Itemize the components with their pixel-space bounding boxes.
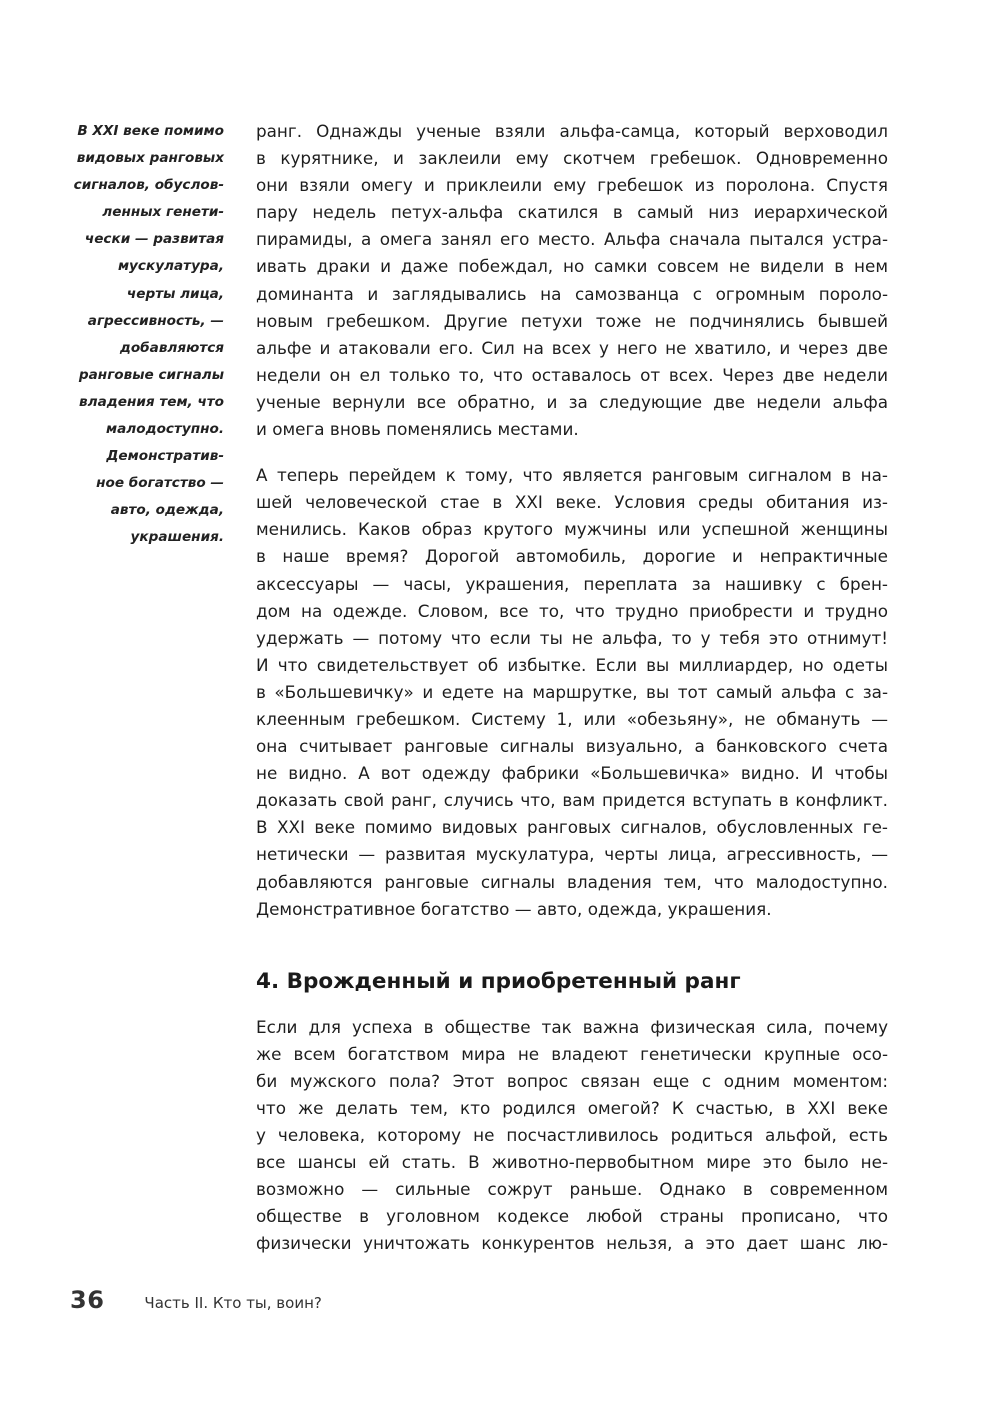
page-footer	[70, 1286, 322, 1318]
text-line: новым гребешком. Другие петухи тоже не подчинялись бывшей	[256, 310, 888, 331]
text-line: не видно. А вот одежду фабрики «Большевичка» видно. И чтобы	[256, 763, 888, 784]
text-line: авто, одежда,	[110, 502, 224, 519]
text-line: она считывает ранговые сигналы визуально, а банковского счета	[256, 736, 888, 757]
text-line: малодоступно.	[106, 421, 224, 438]
page-number: 36	[70, 1286, 105, 1314]
text-line: добавляются	[119, 339, 224, 356]
text-line: доминанта и заглядывались на самозванца с огромным пороло-	[256, 283, 888, 304]
text-line: ученые вернули все обратно, и за следующие две недели альфа	[256, 391, 888, 412]
text-line: что же делать тем, кто родился омегой? К счастью, в XXI веке	[256, 1098, 888, 1118]
text-line: они взяли омегу и приклеили ему гребешок из поролона. Спустя	[256, 175, 888, 196]
text-line: сигналов, обуслов-	[73, 177, 224, 194]
text-line: чески — развитая	[84, 231, 224, 248]
text-line: ленных генети-	[102, 204, 224, 221]
text-line: ное богатство —	[96, 475, 224, 492]
text-line: нетически — развитая мускулатура, черты лица, агрессивность, —	[256, 844, 888, 865]
text-line: доказать свой ранг, случись что, вам придется вступать в конфликт.	[256, 790, 888, 811]
text-line: ранговые сигналы	[78, 366, 224, 383]
text-line: аксессуары — часы, украшения, переплата за нашивку с брен-	[256, 573, 888, 594]
text-line: обществе в уголовном кодексе любой страны прописано, что	[256, 1206, 888, 1227]
text-line: В XXI веке помимо видовых ранговых сигналов, обусловленных ге-	[256, 817, 888, 838]
text-line: би мужского пола? Этот вопрос связан еще с одним моментом:	[256, 1070, 888, 1091]
section-heading: 4. Врожденный и приобретенный ранг	[256, 968, 741, 994]
text-line: черты лица,	[126, 285, 224, 302]
text-line: физически уничтожать конкурентов нельзя, а это дает шанс лю-	[256, 1233, 888, 1254]
text-line: видовых ранговых	[76, 150, 224, 167]
text-line: удержать — потому что если ты не альфа, то у тебя это отнимут!	[256, 627, 888, 648]
text-line: же всем богатством мира не владеют генетически крупные осо-	[256, 1043, 888, 1064]
paragraph-innate-acquired	[256, 1014, 888, 1258]
text-line: дом на одежде. Словом, все то, что трудно приобрести и трудно	[256, 600, 888, 621]
text-line: агрессивность, —	[87, 312, 224, 329]
text-line: альфе и атаковали его. Сил на всех у него не хватило, и через две	[256, 337, 888, 358]
text-line: возможно — сильные сожрут раньше. Однако в современном	[256, 1179, 888, 1200]
text-line: пирамиды, а омега занял его место. Альфа сначала пытался устра-	[256, 229, 888, 250]
text-line: В XXI веке помимо	[77, 123, 224, 139]
main-text	[256, 118, 888, 1258]
text-line: клеенным гребешком. Систему 1, или «обезьяну», не обмануть —	[256, 708, 888, 729]
paragraph-rank-signals	[256, 462, 888, 923]
text-line: И что свидетельствует об избытке. Если вы миллиардер, но одеты	[256, 654, 888, 675]
paragraph-chicken-experiment	[256, 118, 888, 443]
text-line: владения тем, что	[79, 393, 224, 410]
text-line: ранг. Однажды ученые взяли альфа-самца, который верховодил	[256, 121, 888, 141]
text-line: шей человеческой стае в XXI веке. Условия среды обитания из-	[256, 492, 888, 513]
text-line: украшения.	[130, 529, 224, 546]
text-line: добавляются ранговые сигналы владения тем, что малодоступно.	[256, 871, 888, 892]
text-line: у человека, которому не посчастливилось родиться альфой, есть	[256, 1125, 888, 1146]
text-line: пару недель петух-альфа скатился в самый низ иерархической	[256, 202, 888, 223]
text-line: Демонстративное богатство — авто, одежда, украшения.	[256, 898, 772, 919]
text-line: менились. Каков образ крутого мужчины или успешной женщины	[256, 519, 888, 540]
text-line: недели он ел только то, что оставалось от всех. Через две недели	[256, 364, 888, 385]
text-line: в наше время? Дорогой автомобиль, дорогие и непрактичные	[256, 546, 888, 567]
text-line: мускулатура,	[117, 258, 224, 275]
text-line: в курятнике, и заклеили ему скотчем гребешок. Одновременно	[256, 148, 888, 169]
text-line: и омега вновь поменялись местами.	[256, 419, 579, 440]
text-line: Если для успеха в обществе так важна физическая сила, почему	[256, 1016, 888, 1037]
text-line: в «Большевичку» и едете на маршрутке, вы тот самый альфа с за-	[256, 681, 888, 702]
text-line: все шансы ей стать. В животно-первобытном мире это было не-	[256, 1152, 888, 1173]
text-line: ивать драки и даже побеждал, но самки совсем не видели в нем	[256, 256, 888, 277]
text-line: А теперь перейдем к тому, что является ранговым сигналом в на-	[256, 465, 888, 486]
running-head: Часть II. Кто ты, воин?	[144, 1294, 322, 1312]
margin-note	[60, 118, 224, 552]
text-line: Демонстратив-	[106, 448, 224, 465]
